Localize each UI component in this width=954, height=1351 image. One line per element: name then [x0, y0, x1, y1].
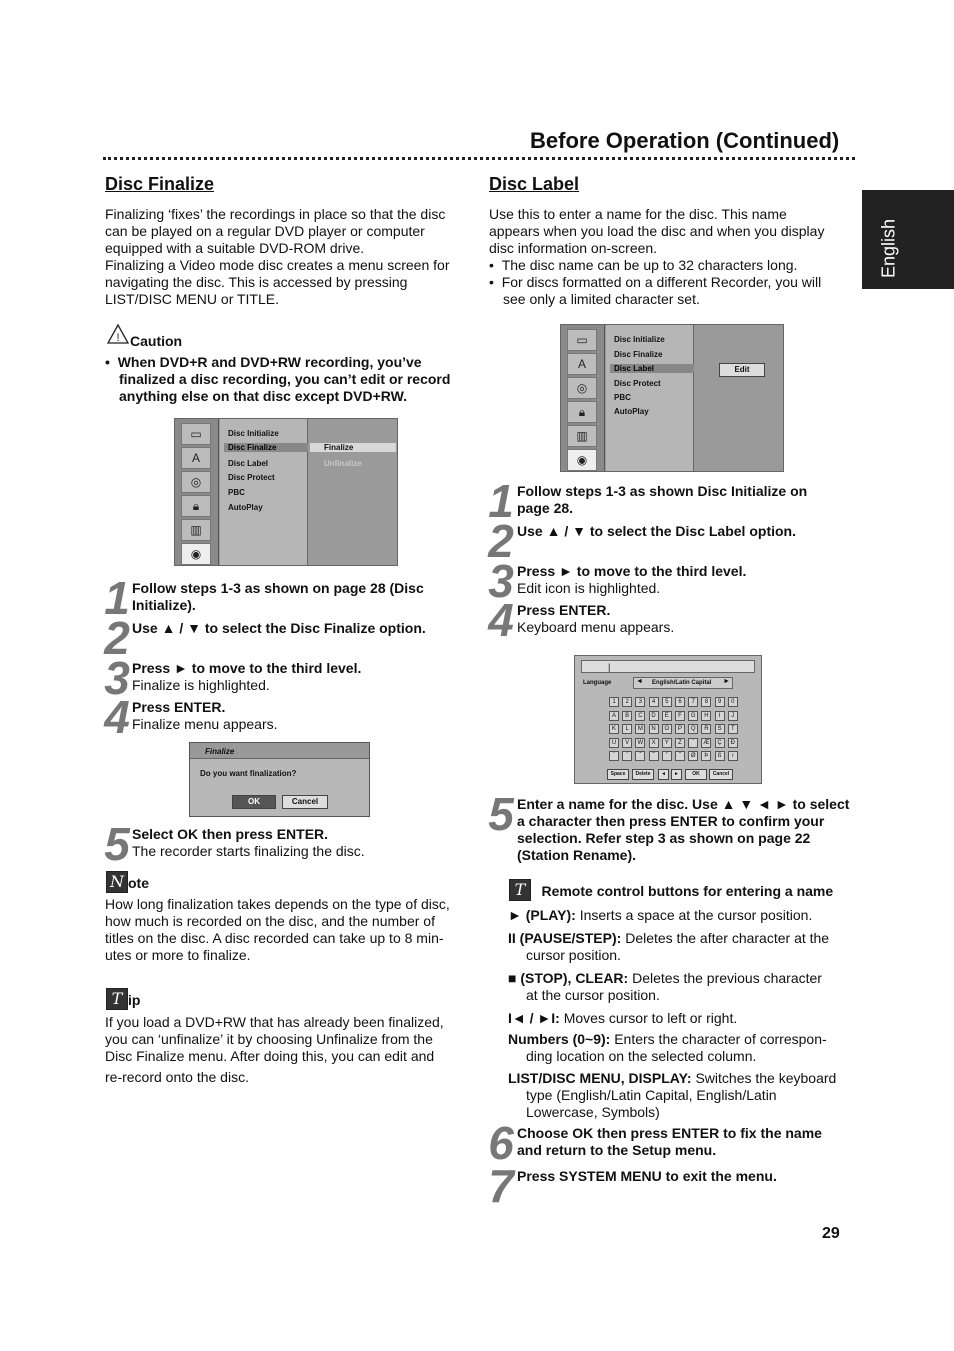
- language-selector[interactable]: ◄ English/Latin Capital ►: [633, 677, 733, 689]
- keyboard-key[interactable]: L: [622, 724, 632, 734]
- keyboard-key[interactable]: 1: [609, 697, 619, 707]
- ok-button[interactable]: OK: [232, 795, 276, 809]
- menu-item-disc-finalize[interactable]: Disc Finalize: [224, 443, 308, 452]
- menu-item-pbc[interactable]: PBC: [614, 393, 631, 402]
- film-icon: ▥: [181, 519, 211, 541]
- menu-item-autoplay[interactable]: AutoPlay: [228, 503, 263, 512]
- cancel-key[interactable]: Cancel: [709, 769, 733, 780]
- caution-label: Caution: [130, 333, 183, 349]
- language-tab-label: English: [878, 218, 899, 279]
- remote-list: ► (PLAY): Inserts a space at the cursor position. II (PAUSE/STEP): Deletes the after character at the cursor position. ■ (STOP), CLEAR: Deletes the previous character at the cursor position. I◄ / ►I: Moves cursor to left or right. Numbers (0~9): Enters the character of correspon- ding location on the selected column. LIST/DISC MENU, DISPLAY: Switches the keyboard type (English/Latin Capital, English/Latin Lowercase, Symbols): [508, 907, 837, 1120]
- keyboard-key[interactable]: 0: [728, 697, 738, 707]
- keyboard-key[interactable]: 6: [675, 697, 685, 707]
- step-number: 4: [488, 594, 514, 646]
- menu-item-disc-label[interactable]: Disc Label: [610, 364, 694, 373]
- step-number: 3: [488, 555, 514, 607]
- step-text: Choose OK then press ENTER to fix the name and return to the Setup menu.: [517, 1125, 822, 1158]
- keyboard-key[interactable]: H: [701, 711, 711, 721]
- remote-heading: [509, 879, 833, 901]
- keyboard-key[interactable]: 5: [662, 697, 672, 707]
- name-input[interactable]: |: [581, 660, 755, 673]
- finalize-option[interactable]: Finalize: [310, 443, 396, 452]
- step-number: 7: [488, 1160, 514, 1212]
- step-number: 6: [488, 1117, 514, 1169]
- step-number: 5: [104, 818, 130, 870]
- step-number: 1: [488, 475, 514, 527]
- keyboard-key[interactable]: ß: [715, 751, 725, 761]
- menu-item-autoplay[interactable]: AutoPlay: [614, 407, 649, 416]
- step-text: Use ▲ / ▼ to select the Disc Finalize option.: [132, 620, 426, 636]
- language-value: English/Latin Capital: [652, 680, 712, 686]
- tip-text: If you load a DVD+RW that has already been finalized, you can ‘unfinalize’ it by choosing Unfinalize from the Disc Finalize menu. After doing this, you can edit and re-record onto the disc.: [105, 1014, 444, 1085]
- language-icon: A: [181, 447, 211, 469]
- keyboard-key[interactable]: Q: [688, 724, 698, 734]
- keyboard-key[interactable]: 3: [635, 697, 645, 707]
- caution-text: • When DVD+R and DVD+RW recording, you’ve finalized a disc recording, you can’t edit or record anything else on that disc except DVD+RW.: [105, 354, 451, 404]
- keyboard-key[interactable]: G: [688, 711, 698, 721]
- delete-key[interactable]: Delete: [632, 769, 654, 780]
- keyboard-key[interactable]: ¨: [622, 751, 632, 761]
- keyboard-key[interactable]: Y: [662, 738, 672, 748]
- disc-label-intro: Use this to enter a name for the disc. This name appears when you load the disc and when you display disc information on-screen. • The disc name can be up to 32 characters long. • For discs formatted on a different Recorder, you will see only a limited character set.: [489, 206, 825, 307]
- keyboard-key[interactable]: 8: [701, 697, 711, 707]
- language-label: Language: [583, 680, 612, 686]
- keyboard-key[interactable]: Ð: [728, 738, 738, 748]
- disc-finalize-heading: Disc Finalize: [105, 174, 215, 194]
- svg-text:!: !: [116, 332, 120, 344]
- step-text: Select OK then press ENTER. The recorder starts finalizing the disc.: [132, 826, 365, 859]
- keyboard-key[interactable]: I: [715, 711, 725, 721]
- note-text: How long finalization takes depends on the type of disc, how much is recorded on the disc, and the number of titles on the disc. A disc recorded can take up to 8 min- utes or more to finalize.: [105, 896, 450, 963]
- step-number: 4: [104, 691, 130, 743]
- cursor-left-key[interactable]: ◄: [658, 769, 669, 780]
- tv-icon: ▭: [567, 329, 597, 351]
- step-number: 5: [488, 788, 514, 840]
- keyboard-key[interactable]: E: [662, 711, 672, 721]
- step-text: Enter a name for the disc. Use ▲ ▼ ◄ ► to select a character then press ENTER to confirm your selection. Refer step 3 as shown on page 22 (Station Rename).: [517, 796, 850, 863]
- disc-icon: ◉: [567, 449, 597, 471]
- keyboard-key[interactable]: J: [728, 711, 738, 721]
- keyboard-key[interactable]: U: [609, 738, 619, 748]
- step-text: Follow steps 1-3 as shown on page 28 (Disc Initialize).: [132, 580, 424, 613]
- lock-icon: 🔒︎: [567, 401, 597, 423]
- keyboard-key[interactable]: K: [609, 724, 619, 734]
- disc-finalize-intro: Finalizing ‘fixes’ the recordings in place so that the disc can be played on a regular DVD player or computer equipped with a suitable DVD-ROM drive. Finalizing a Video mode disc creates a menu screen for navigating the disc. This is accessed by pressing LIST/DISC MENU or TITLE.: [105, 206, 450, 307]
- remote-title: Remote control buttons for entering a name: [541, 883, 834, 899]
- unfinalize-option[interactable]: Unfinalize: [324, 459, 362, 468]
- menu-item-disc-protect[interactable]: Disc Protect: [228, 473, 275, 482]
- step-text: Press ENTER. Keyboard menu appears.: [517, 602, 675, 635]
- step-number: 1: [104, 572, 130, 624]
- edit-button[interactable]: Edit: [719, 363, 765, 377]
- keyboard-menu-screen: [574, 655, 762, 784]
- keyboard-key[interactable]: T: [728, 724, 738, 734]
- keyboard-key[interactable]: 4: [649, 697, 659, 707]
- keyboard-key[interactable]: ˇ: [675, 751, 685, 761]
- space-key[interactable]: Space: [607, 769, 629, 780]
- tip-icon: T: [509, 879, 531, 901]
- finalize-dialog: [189, 742, 370, 817]
- keyboard-key[interactable]: A: [609, 711, 619, 721]
- note-heading: [106, 871, 149, 893]
- keyboard-key[interactable]: D: [649, 711, 659, 721]
- keyboard-key[interactable]: W: [635, 738, 645, 748]
- warning-icon: [106, 323, 130, 345]
- keyboard-key[interactable]: Þ: [701, 751, 711, 761]
- keyboard-key[interactable]: C: [635, 711, 645, 721]
- film-icon: ▥: [567, 425, 597, 447]
- tip-icon: T: [106, 988, 128, 1010]
- keyboard-key[interactable]: ˚: [662, 751, 672, 761]
- keyboard-key[interactable]: O: [662, 724, 672, 734]
- keyboard-key[interactable]: F: [675, 711, 685, 721]
- step-text: Press ► to move to the third level. Finalize is highlighted.: [132, 660, 362, 693]
- page-title: Before Operation (Continued): [530, 128, 840, 153]
- keyboard-key[interactable]: Æ: [703, 739, 710, 746]
- audio-icon: ◎: [567, 377, 597, 399]
- dialog-title: Finalize: [205, 747, 235, 756]
- menu-item-disc-label[interactable]: Disc Label: [228, 459, 269, 468]
- keyboard-key[interactable]: S: [715, 724, 725, 734]
- step-text: Press ► to move to the third level. Edit icon is highlighted.: [517, 563, 747, 596]
- lock-icon: 🔒︎: [181, 495, 211, 517]
- tip-label: ip: [128, 992, 141, 1008]
- keyboard-key[interactable]: ´: [609, 751, 619, 761]
- menu-item-disc-protect[interactable]: Disc Protect: [614, 379, 661, 388]
- dotted-divider: [103, 157, 855, 160]
- keyboard-key[interactable]: `: [688, 738, 698, 748]
- step-text: Press ENTER. Finalize menu appears.: [132, 699, 278, 732]
- tip-heading: [106, 988, 140, 1010]
- menu-item-pbc[interactable]: PBC: [228, 488, 245, 497]
- note-label: ote: [128, 875, 149, 891]
- caution-block: [106, 323, 183, 350]
- disc-label-menu-screen: [560, 324, 784, 472]
- keyboard-key[interactable]: N: [649, 724, 659, 734]
- step-text: Use ▲ / ▼ to select the Disc Label option.: [517, 523, 796, 539]
- keyboard-key[interactable]: P: [675, 724, 685, 734]
- cursor-right-key[interactable]: ►: [671, 769, 682, 780]
- audio-icon: ◎: [181, 471, 211, 493]
- note-icon: N: [106, 871, 128, 893]
- disc-label-heading: Disc Label: [489, 174, 580, 194]
- language-icon: A: [567, 353, 597, 375]
- keyboard-key[interactable]: M: [635, 724, 645, 734]
- keyboard-key[interactable]: R: [701, 724, 711, 734]
- step-text: Follow steps 1-3 as shown Disc Initialize on page 28.: [517, 483, 808, 516]
- keyboard-key[interactable]: Ø: [688, 751, 698, 761]
- menu-item-disc-finalize[interactable]: Disc Finalize: [614, 350, 663, 359]
- language-tab: [862, 190, 954, 289]
- keyboard-key[interactable]: Z: [675, 738, 685, 748]
- keyboard-key[interactable]: ı: [728, 751, 738, 761]
- step-number: 2: [488, 515, 514, 567]
- step-number: 2: [104, 612, 130, 664]
- dialog-question: Do you want finalization?: [200, 769, 297, 778]
- keyboard-key[interactable]: B: [622, 711, 632, 721]
- page-number: 29: [822, 1225, 840, 1242]
- finalize-menu-screen: [174, 418, 398, 566]
- keyboard-key[interactable]: 9: [715, 697, 725, 707]
- disc-icon: ◉: [181, 543, 211, 565]
- cancel-button[interactable]: Cancel: [282, 795, 328, 809]
- keyboard-key[interactable]: 2: [622, 697, 632, 707]
- tv-icon: ▭: [181, 423, 211, 445]
- keyboard-key[interactable]: ˜: [649, 751, 659, 761]
- keyboard-key[interactable]: 7: [688, 697, 698, 707]
- keyboard-key[interactable]: X: [649, 738, 659, 748]
- keyboard-key[interactable]: V: [622, 738, 632, 748]
- keyboard-key[interactable]: Ç: [715, 738, 725, 748]
- keyboard-key[interactable]: ˆ: [635, 751, 645, 761]
- step-number: 3: [104, 652, 130, 704]
- menu-item-disc-initialize[interactable]: Disc Initialize: [228, 429, 279, 438]
- menu-item-disc-initialize[interactable]: Disc Initialize: [614, 335, 665, 344]
- ok-key[interactable]: OK: [685, 769, 707, 780]
- step-text: Press SYSTEM MENU to exit the menu.: [517, 1168, 777, 1184]
